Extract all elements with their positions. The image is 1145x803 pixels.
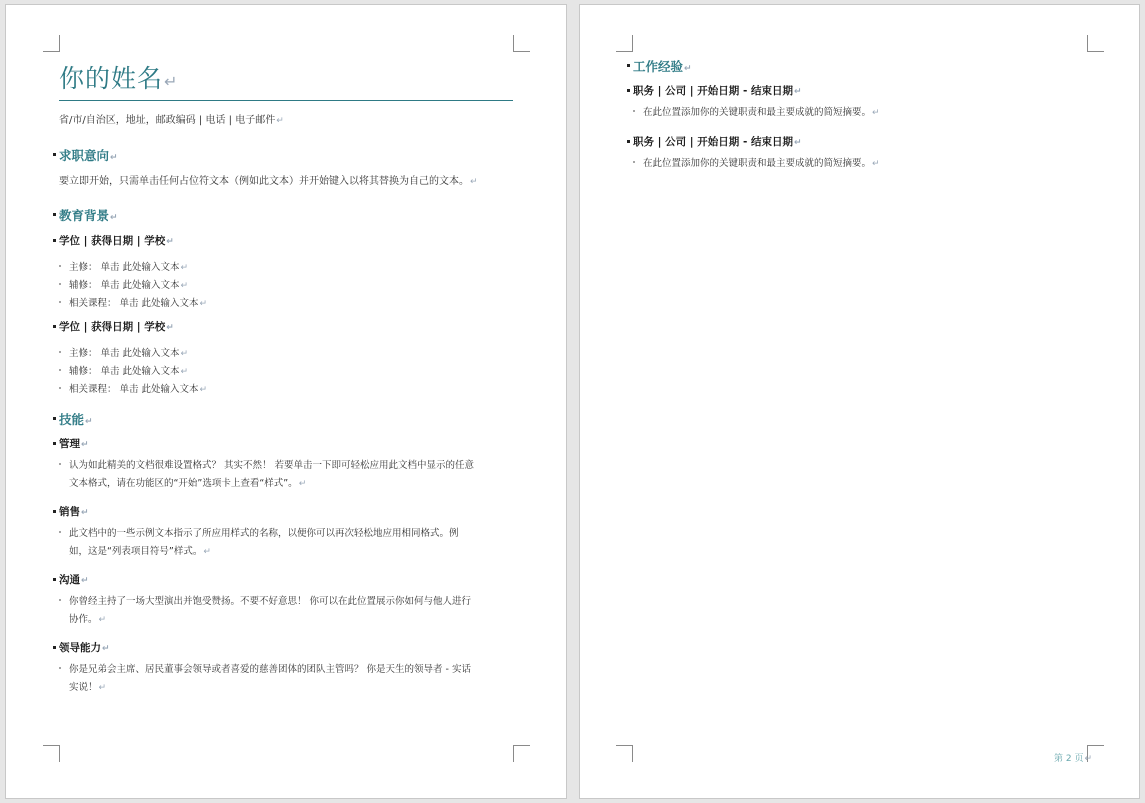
margin-corner-mark <box>1087 35 1104 52</box>
education-entry-title[interactable]: 学位 | 获得日期 | 学校↵ <box>59 235 174 247</box>
section-heading-experience[interactable]: 工作经验↵ <box>633 59 692 74</box>
paragraph-mark <box>53 325 56 328</box>
list-bullet <box>59 283 61 285</box>
list-bullet <box>59 369 61 371</box>
contact-line[interactable]: 省/市/自治区，地址，邮政编码 | 电话 | 电子邮件↵ <box>59 115 284 126</box>
list-bullet <box>59 387 61 389</box>
paragraph-mark <box>53 417 56 420</box>
education-item[interactable]: 辅修： 单击 此处输入文本↵ <box>69 280 189 291</box>
skill-text-line[interactable]: 你是兄弟会主席、居民董事会领导或者喜爱的慈善团体的团队主管吗？ 你是天生的领导者 - 实话 <box>69 664 471 675</box>
education-item[interactable]: 辅修： 单击 此处输入文本↵ <box>69 366 189 377</box>
skill-title-sales[interactable]: 销售↵ <box>59 506 89 518</box>
experience-entry-title[interactable]: 职务 | 公司 | 开始日期 - 结束日期↵ <box>633 136 802 148</box>
document-page-1[interactable] <box>6 5 566 798</box>
section-heading-education[interactable]: 教育背景↵ <box>59 208 118 223</box>
skill-text-line[interactable]: 你曾经主持了一场大型演出并饱受赞扬。不要不好意思！ 你可以在此位置展示你如何与他人进行 <box>69 596 472 607</box>
skill-title-management[interactable]: 管理↵ <box>59 438 89 450</box>
list-bullet <box>633 161 635 163</box>
list-bullet <box>59 463 61 465</box>
education-item[interactable]: 相关课程： 单击 此处输入文本↵ <box>69 298 208 309</box>
skill-title-leadership[interactable]: 领导能力↵ <box>59 642 110 654</box>
list-bullet <box>59 351 61 353</box>
skill-title-communication[interactable]: 沟通↵ <box>59 574 89 586</box>
margin-corner-mark <box>43 745 60 762</box>
paragraph-mark <box>627 140 630 143</box>
margin-corner-mark <box>513 35 530 52</box>
margin-corner-mark <box>513 745 530 762</box>
skill-text-line[interactable]: 如，这是“列表项目符号”样式。↵ <box>69 546 211 557</box>
skill-text-line[interactable]: 此文档中的一些示例文本指示了所应用样式的名称，以便你可以再次轻松地应用相同格式。例 <box>69 528 459 539</box>
experience-item[interactable]: 在此位置添加你的关键职责和最主要成就的简短摘要。↵ <box>643 107 880 118</box>
margin-corner-mark <box>616 745 633 762</box>
objective-text[interactable]: 要立即开始，只需单击任何占位符文本（例如此文本）并开始键入以将其替换为自己的文本。↵ <box>59 176 478 187</box>
list-bullet <box>633 110 635 112</box>
education-item[interactable]: 主修： 单击 此处输入文本↵ <box>69 262 189 273</box>
paragraph-mark <box>53 646 56 649</box>
list-bullet <box>59 599 61 601</box>
section-heading-skills[interactable]: 技能↵ <box>59 412 93 427</box>
name-underline <box>59 100 513 101</box>
paragraph-mark <box>53 239 56 242</box>
list-bullet <box>59 265 61 267</box>
skill-text-line[interactable]: 文本格式，请在功能区的“开始”选项卡上查看“样式”。↵ <box>69 478 307 489</box>
paragraph-mark <box>627 64 630 67</box>
list-bullet <box>59 301 61 303</box>
education-item[interactable]: 主修： 单击 此处输入文本↵ <box>69 348 189 359</box>
education-item[interactable]: 相关课程： 单击 此处输入文本↵ <box>69 384 208 395</box>
paragraph-mark <box>53 213 56 216</box>
paragraph-mark <box>53 442 56 445</box>
education-entry-title[interactable]: 学位 | 获得日期 | 学校↵ <box>59 321 174 333</box>
skill-text-line[interactable]: 认为如此精美的文档很难设置格式？ 其实不然！ 若要单击一下即可轻松应用此文档中显示的任意 <box>69 460 475 471</box>
margin-corner-mark <box>43 35 60 52</box>
paragraph-mark <box>53 153 56 156</box>
paragraph-mark <box>627 89 630 92</box>
resume-name[interactable]: 你的姓名↵ <box>59 64 179 93</box>
paragraph-mark <box>53 578 56 581</box>
list-bullet <box>59 667 61 669</box>
list-bullet <box>59 531 61 533</box>
page-number-footer[interactable]: 第 2 页↵ <box>1054 754 1092 764</box>
skill-text-line[interactable]: 实说！↵ <box>69 682 107 693</box>
experience-entry-title[interactable]: 职务 | 公司 | 开始日期 - 结束日期↵ <box>633 85 802 97</box>
margin-corner-mark <box>616 35 633 52</box>
section-heading-objective[interactable]: 求职意向↵ <box>59 148 118 163</box>
skill-text-line[interactable]: 协作。↵ <box>69 614 107 625</box>
document-page-2[interactable] <box>580 5 1139 798</box>
experience-item[interactable]: 在此位置添加你的关键职责和最主要成就的简短摘要。↵ <box>643 158 880 169</box>
paragraph-mark <box>53 510 56 513</box>
